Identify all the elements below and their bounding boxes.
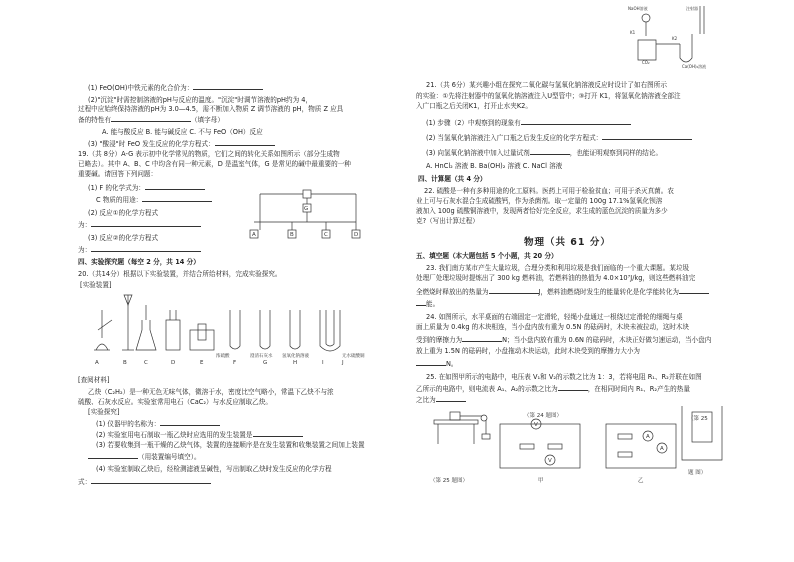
q19-sub4b: 为： [78, 246, 201, 254]
circuit-jia-label: 甲 [538, 478, 544, 484]
app-label-d: D [171, 360, 176, 366]
q22-line2: 业上可与石灰水混合生成硫酸钙，作为杀菌剂。取一定量的 100g 17.1%氢氧化钡溶 [416, 197, 663, 205]
q20: 20.（共14分）根据以下实验装置，并结合所给材料，完成实验探究。 [78, 270, 282, 278]
lab-apparatus [90, 290, 380, 370]
q24-line1: 24. 如图所示，水平桌面的右端固定一定滑轮，轻绳小盘通过一根绕过定滑轮的细绳与桌 [426, 313, 683, 321]
app-name-4: 无水硫酸铜 [342, 354, 365, 359]
exp-1: (1) 仪器甲的名称为： [96, 420, 220, 428]
q25-line2: 乙所示的电路中，则电流表 A₁、A₂的示数之比为 ，在相同时间内 R₁、R₂产生的热量 [416, 385, 690, 393]
q21-line3: 入广口瓶之后关闭K1，打开止水夹K2。 [416, 102, 532, 110]
q23-line2: 处理厂处理垃圾时提炼出了 300 kg 燃料油，若燃料油的热值为 4.0×10⁷J/kg，则这些燃料油完 [416, 274, 696, 282]
q24-line3: 受到的摩擦力为 N；当小盘内放有重为 0.6N 的砝码时，木块正好做匀速运动，当小盘内 [416, 336, 712, 344]
app-label-j: J [342, 360, 344, 366]
fig24-caption: （第 24 题图） [524, 413, 562, 419]
q19-line2: 已略去）。其中 A、B、C 中均含有同一种元素，D 是温室气体，G 是常见的碱中最重要的一种 [78, 160, 351, 168]
app-label-a: A [95, 360, 99, 366]
fig25-caption-top: （第 25 [688, 416, 708, 422]
ref-label: [查阅材料] [78, 376, 110, 384]
q24-line2: 面上质量为 0.4kg 的木块相连，当小盘内放有重为 0.5N 的砝码时，木块未被拉动，这时木块 [416, 323, 690, 331]
q19-sub4: (3) 反应②的化学方程式 [88, 234, 159, 242]
co2-label: CO₂ [642, 60, 650, 65]
app-label-g: G [263, 360, 268, 366]
node-top [303, 190, 311, 198]
q23-line3: 全燃烧时释放出的热量为 J，燃料油燃烧时发生的能量转化是化学能转化为 [416, 288, 709, 296]
ref-3: [实验探究] [88, 408, 120, 416]
q19-line3: 重要碱。请回答下列问题： [78, 170, 158, 178]
q21-options: A. HnCl₂ 溶液 B. Ba(OH)₂ 溶液 C. NaCl 溶液 [426, 162, 563, 170]
node-g-label: G [304, 206, 309, 212]
ref-1: 乙炔（C₂H₂）是一种无色无味气体，微溶于水，密度比空气略小，常温下乙炔不与浓 [88, 388, 334, 396]
transformation-diagram [240, 180, 370, 242]
q22-line4: 克?（写出计算过程） [416, 217, 479, 225]
app-label-b: B [123, 360, 127, 366]
app-label-h: H [293, 360, 298, 366]
q21-line6: (3) 向氢氧化钠溶液中加入过量试剂 ，也能证明观察到同样的结论。 [426, 149, 663, 157]
q23-line1: 23. 我们南方某市产生大量垃圾，合理分类和利用垃圾是我们面临的一个重大课题。某垃圾 [426, 264, 690, 272]
k1-label: K1 [630, 30, 636, 35]
q-fe-valence: (1) FeO(OH)中铁元素的化合价为： [88, 84, 263, 92]
q19-sub2: C 物质的用途： [96, 196, 212, 204]
app-label-i: I [322, 360, 324, 366]
app-name-1: 浓硫酸 [216, 354, 230, 359]
syringe-label: 注射器 [686, 6, 698, 11]
node-b-label: B [290, 232, 294, 238]
section-calc-heading: 四、计算题（共 4 分） [418, 175, 487, 183]
q21-line5: (2) 当氢氧化钠溶液注入广口瓶之后发生反应的化学方程式： [426, 134, 692, 142]
naoh-label: NaOH溶液 [628, 6, 648, 11]
app-name-3: 氢氧化钠溶液 [282, 354, 309, 359]
q24-line5: N。 [416, 360, 458, 368]
exp-3b: （用装置编号填空）。 [88, 453, 201, 461]
q24-line4: 放上重为 1.5N 的砝码时，小盘拖动木块运动，此时木块受到的摩擦力大小为 [416, 347, 641, 355]
app-label-e: E [200, 360, 204, 366]
a2-symbol: A [646, 434, 650, 440]
exp-4: (4) 实验室制取乙炔后，经检测滤液呈碱性，写出制取乙炔时发生反应的化学方程 [96, 465, 332, 473]
q22-line3: 液加入 100g 硫酸铜溶液中，发现两者恰好完全反应，求生成的蓝色沉淀的质量为多少 [416, 207, 668, 215]
q3: (3) "酸浸"时 FeO 发生反应的化学方程式： [88, 140, 275, 148]
section-fill-heading: 五、填空题（本大题包括 5 个小题，共 20 分） [416, 252, 558, 260]
fig25-caption-bottom: 题 图） [688, 470, 707, 476]
q19-sub3b: 为： [78, 221, 201, 229]
k2-label: K2 [672, 36, 678, 41]
circuit-yi-label: 乙 [638, 478, 644, 484]
app-name-2: 澄清石灰水 [250, 354, 273, 359]
q21-line4: (1) 步骤（2）中观察到的现象有 [426, 119, 631, 127]
caoh2-label: Ca(OH)₂溶液 [682, 64, 707, 69]
q25-line1: 25. 在如图甲所示的电路中，电压表 V₁和 V₂的示数之比为 1：3，若将电阻 R₁、R₂并联在如图 [426, 373, 702, 381]
q19-sub1: (1) F 的化学式为： [88, 184, 205, 192]
q21-line1: 21.（共 6分）某兴趣小组在探究二氧化碳与氢氧化钠溶液反应时设计了如右图所示 [426, 81, 667, 89]
section-4-heading: 四、实验探究题（每空 2 分，共 14 分） [78, 258, 200, 266]
q23-line4: 能。 [416, 300, 439, 308]
options-a: A. 能与酸反应 B. 能与碱反应 C. 不与 FeO（OH）反应 [102, 128, 263, 136]
q2-line3: 备的特性有 （填字母） [78, 116, 224, 124]
q21-line2: 的实验：①先将注射器中的氢氧化钠溶液注入U型管中；③打开 K1，将氢氧化钠溶液全部注 [416, 92, 681, 100]
q2-line1: (2)"沉淀"时需控制溶液的pH与反应的温度。"沉淀"时调节溶液的pH约为 4， [88, 96, 313, 104]
exp-2: (2) 实验室用电石制取一瓶乙炔时应选用的发生装置是 [96, 431, 303, 439]
q19-line1: 19.（共 8分）A-G 表示初中化学常见的物质，它们之间的转化关系如图所示（部分生成物 [78, 150, 340, 158]
q22-line1: 22. 硫酸是一种有多种用途的化工原料。医药上可用于检验贫血；可用于杀灭真菌。农 [424, 187, 674, 195]
app-label-c: C [144, 360, 148, 366]
ref-2: 硫酸、石灰水反应。实验室常用电石（CaC₂）与水反应制取乙炔。 [78, 398, 272, 406]
q2-line2: 过程中应始终保持溶液的pH为 3.0—4.5，需不断加入物质 Z 调节溶液的 pH，物质 Z 应具 [78, 105, 344, 113]
a-symbol: A [660, 446, 664, 452]
q19-sub3: (2) 反应①的化学方程式 [88, 209, 159, 217]
v2-symbol: V [534, 422, 538, 428]
q25-line3: 之比为 [416, 396, 466, 404]
node-a-label: A [252, 232, 256, 238]
node-c-label: C [324, 232, 328, 238]
node-d-label: D [354, 232, 359, 238]
fig25-caption-left: （第 25 题图） [430, 478, 468, 484]
exp-label: [实验装置] [80, 281, 112, 289]
exp-4b: 式： [78, 478, 211, 486]
exp-3: (3) 若要收集到一瓶干燥的乙炔气体，装置的连接顺序是在发生装置和收集装置之间加上装置 [96, 441, 365, 449]
app-label-f: F [233, 360, 237, 366]
v1-symbol: V [548, 458, 552, 464]
co2-apparatus [628, 4, 718, 70]
physics-figures [426, 404, 726, 486]
physics-title: 物理（共 61 分） [524, 237, 611, 248]
